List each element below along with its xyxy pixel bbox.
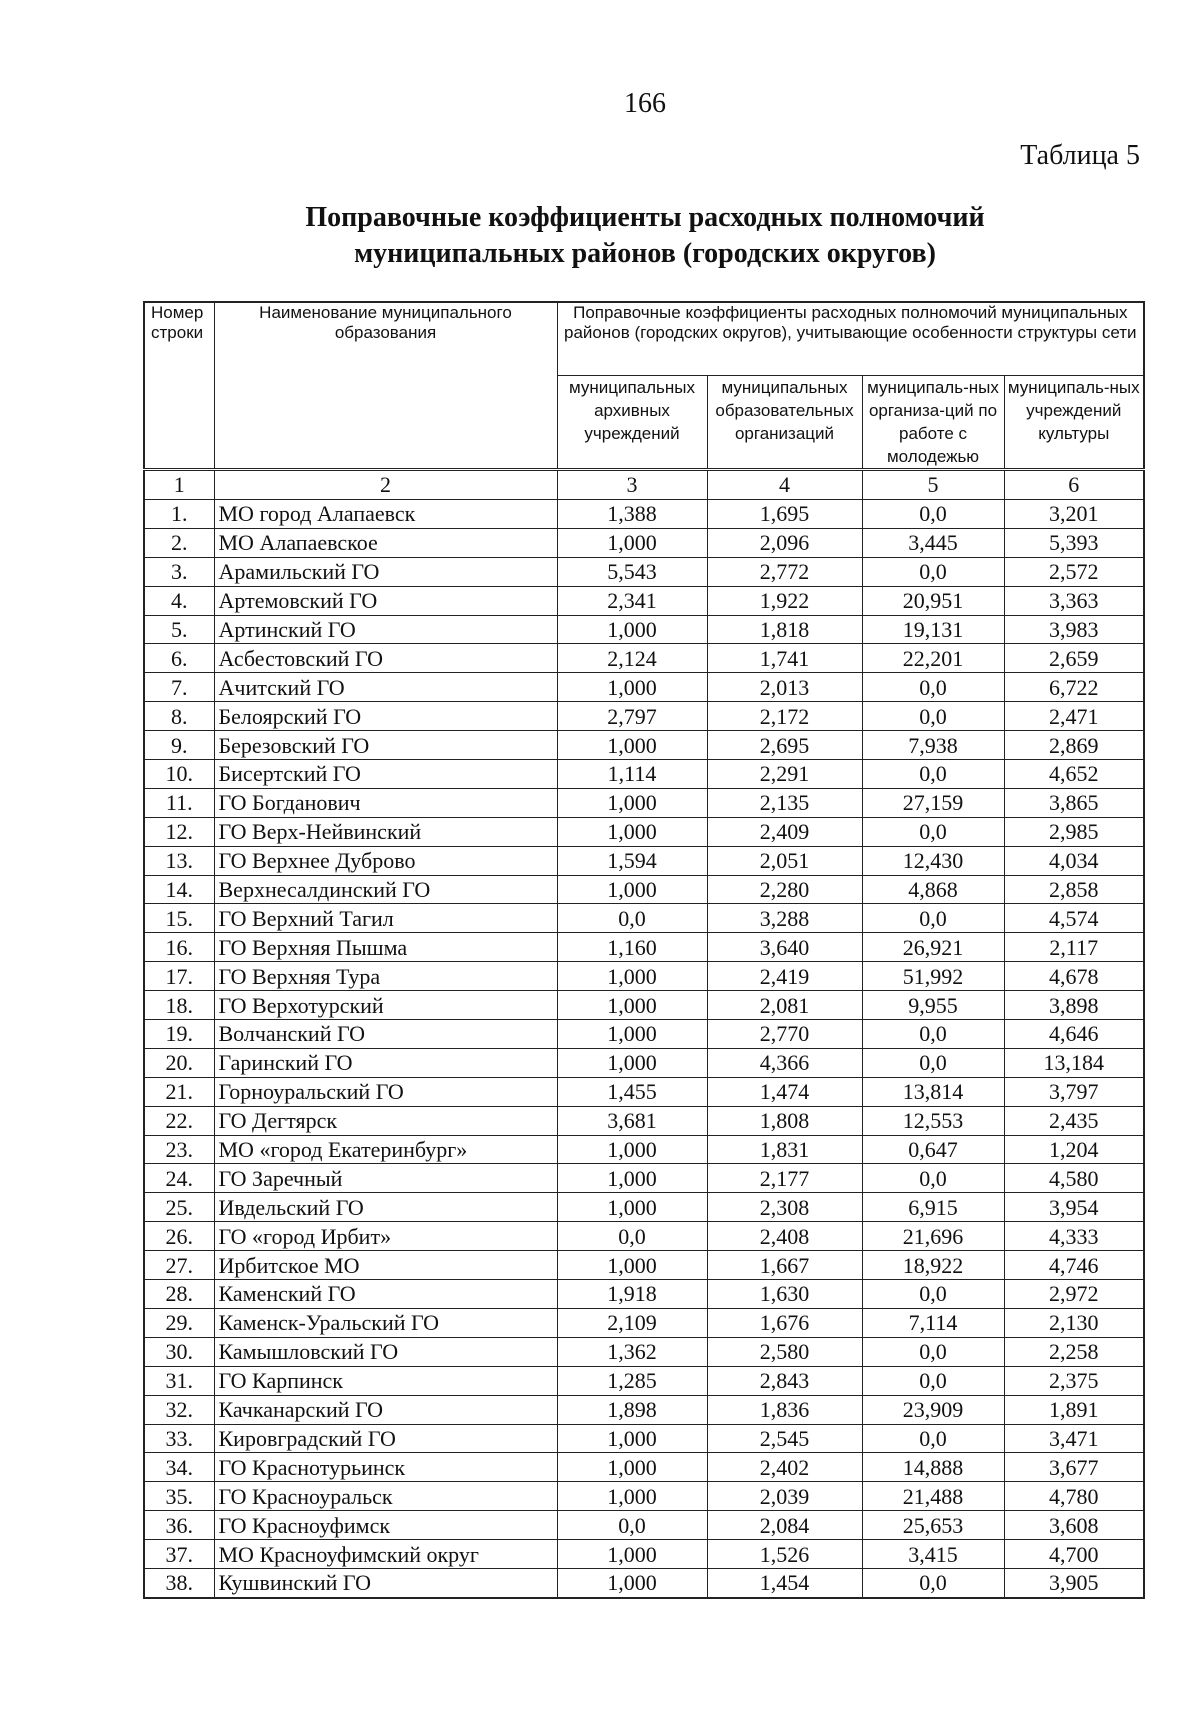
table-row xyxy=(144,1193,1144,1222)
table-body xyxy=(144,500,1144,1598)
education-coefficient-cell: 2,695 xyxy=(707,731,862,760)
youth-coefficient-cell: 0,0 xyxy=(862,1337,1004,1366)
archives-coefficient-cell: 2,341 xyxy=(557,586,707,615)
table-row xyxy=(144,1048,1144,1077)
table-row xyxy=(144,1135,1144,1164)
table-row xyxy=(144,1482,1144,1511)
table-row xyxy=(144,1251,1144,1280)
row-number-cell: 27. xyxy=(144,1251,214,1280)
education-coefficient-cell: 1,922 xyxy=(707,586,862,615)
municipality-name-cell: ГО Верхнее Дуброво xyxy=(214,846,557,875)
table-row xyxy=(144,1395,1144,1424)
education-coefficient-cell: 2,408 xyxy=(707,1222,862,1251)
youth-coefficient-cell: 12,553 xyxy=(862,1106,1004,1135)
youth-coefficient-cell: 0,0 xyxy=(862,1164,1004,1193)
row-number-cell: 6. xyxy=(144,644,214,673)
youth-coefficient-cell: 13,814 xyxy=(862,1077,1004,1106)
youth-coefficient-cell: 4,868 xyxy=(862,875,1004,904)
culture-coefficient-cell: 3,363 xyxy=(1004,586,1144,615)
municipality-name-cell: ГО Верхняя Пышма xyxy=(214,933,557,962)
municipality-name-cell: Березовский ГО xyxy=(214,731,557,760)
education-coefficient-cell: 2,051 xyxy=(707,846,862,875)
youth-coefficient-cell: 3,445 xyxy=(862,528,1004,557)
youth-coefficient-cell: 7,114 xyxy=(862,1308,1004,1337)
row-number-cell: 1. xyxy=(144,500,214,529)
municipality-name-cell: ГО «город Ирбит» xyxy=(214,1222,557,1251)
table-row xyxy=(144,1164,1144,1193)
municipality-name-cell: ГО Красноуфимск xyxy=(214,1511,557,1540)
municipality-name-cell: Артемовский ГО xyxy=(214,586,557,615)
header-culture: муниципаль-ных учреждений культуры xyxy=(1004,376,1144,470)
header-row-number: Номер строки xyxy=(144,302,214,470)
archives-coefficient-cell: 1,000 xyxy=(557,962,707,991)
youth-coefficient-cell: 0,0 xyxy=(862,1424,1004,1453)
page-number: 166 xyxy=(624,88,666,119)
youth-coefficient-cell: 0,0 xyxy=(862,673,1004,702)
education-coefficient-cell: 2,843 xyxy=(707,1366,862,1395)
youth-coefficient-cell: 0,0 xyxy=(862,1568,1004,1597)
archives-coefficient-cell: 1,000 xyxy=(557,528,707,557)
row-number-cell: 36. xyxy=(144,1511,214,1540)
youth-coefficient-cell: 14,888 xyxy=(862,1453,1004,1482)
culture-coefficient-cell: 2,858 xyxy=(1004,875,1144,904)
municipality-name-cell: Каменский ГО xyxy=(214,1280,557,1309)
row-number-cell: 16. xyxy=(144,933,214,962)
table-row xyxy=(144,760,1144,789)
municipality-name-cell: Ирбитское МО xyxy=(214,1251,557,1280)
archives-coefficient-cell: 1,000 xyxy=(557,1251,707,1280)
municipality-name-cell: ГО Карпинск xyxy=(214,1366,557,1395)
municipality-name-cell: Камышловский ГО xyxy=(214,1337,557,1366)
row-number-cell: 9. xyxy=(144,731,214,760)
education-coefficient-cell: 1,526 xyxy=(707,1540,862,1569)
header-youth: муниципаль-ных организа-ций по работе с молодежью xyxy=(862,376,1004,470)
education-coefficient-cell: 2,081 xyxy=(707,991,862,1020)
youth-coefficient-cell: 0,0 xyxy=(862,1366,1004,1395)
table-row xyxy=(144,500,1144,529)
education-coefficient-cell: 2,172 xyxy=(707,702,862,731)
education-coefficient-cell: 2,402 xyxy=(707,1453,862,1482)
row-number-cell: 37. xyxy=(144,1540,214,1569)
youth-coefficient-cell: 22,201 xyxy=(862,644,1004,673)
row-number-cell: 30. xyxy=(144,1337,214,1366)
municipality-name-cell: Арамильский ГО xyxy=(214,557,557,586)
archives-coefficient-cell: 1,000 xyxy=(557,1453,707,1482)
culture-coefficient-cell: 4,780 xyxy=(1004,1482,1144,1511)
row-number-cell: 4. xyxy=(144,586,214,615)
culture-coefficient-cell: 4,574 xyxy=(1004,904,1144,933)
municipality-name-cell: Ивдельский ГО xyxy=(214,1193,557,1222)
culture-coefficient-cell: 4,646 xyxy=(1004,1020,1144,1049)
row-number-cell: 13. xyxy=(144,846,214,875)
column-number: 3 xyxy=(557,470,707,500)
archives-coefficient-cell: 1,000 xyxy=(557,788,707,817)
table-row xyxy=(144,1366,1144,1395)
archives-coefficient-cell: 1,000 xyxy=(557,1135,707,1164)
education-coefficient-cell: 2,177 xyxy=(707,1164,862,1193)
municipality-name-cell: ГО Красноуральск xyxy=(214,1482,557,1511)
table-row xyxy=(144,904,1144,933)
education-coefficient-cell: 2,013 xyxy=(707,673,862,702)
table-row xyxy=(144,875,1144,904)
education-coefficient-cell: 3,640 xyxy=(707,933,862,962)
row-number-cell: 34. xyxy=(144,1453,214,1482)
archives-coefficient-cell: 3,681 xyxy=(557,1106,707,1135)
header-name: Наименование муниципального образования xyxy=(214,302,557,470)
table-row xyxy=(144,846,1144,875)
culture-coefficient-cell: 6,722 xyxy=(1004,673,1144,702)
archives-coefficient-cell: 1,000 xyxy=(557,875,707,904)
table-row xyxy=(144,1308,1144,1337)
table-row xyxy=(144,1424,1144,1453)
education-coefficient-cell: 2,096 xyxy=(707,528,862,557)
education-coefficient-cell: 1,831 xyxy=(707,1135,862,1164)
education-coefficient-cell: 1,676 xyxy=(707,1308,862,1337)
column-number: 6 xyxy=(1004,470,1144,500)
culture-coefficient-cell: 4,746 xyxy=(1004,1251,1144,1280)
culture-coefficient-cell: 2,869 xyxy=(1004,731,1144,760)
column-number: 4 xyxy=(707,470,862,500)
table-row xyxy=(144,1222,1144,1251)
archives-coefficient-cell: 1,000 xyxy=(557,991,707,1020)
youth-coefficient-cell: 26,921 xyxy=(862,933,1004,962)
youth-coefficient-cell: 20,951 xyxy=(862,586,1004,615)
row-number-cell: 35. xyxy=(144,1482,214,1511)
archives-coefficient-cell: 5,543 xyxy=(557,557,707,586)
archives-coefficient-cell: 1,000 xyxy=(557,1568,707,1597)
culture-coefficient-cell: 2,471 xyxy=(1004,702,1144,731)
archives-coefficient-cell: 1,455 xyxy=(557,1077,707,1106)
municipality-name-cell: Кушвинский ГО xyxy=(214,1568,557,1597)
culture-coefficient-cell: 4,678 xyxy=(1004,962,1144,991)
youth-coefficient-cell: 0,0 xyxy=(862,1048,1004,1077)
education-coefficient-cell: 1,836 xyxy=(707,1395,862,1424)
education-coefficient-cell: 2,291 xyxy=(707,760,862,789)
table-row xyxy=(144,962,1144,991)
education-coefficient-cell: 1,454 xyxy=(707,1568,862,1597)
culture-coefficient-cell: 3,983 xyxy=(1004,615,1144,644)
youth-coefficient-cell: 0,0 xyxy=(862,760,1004,789)
culture-coefficient-cell: 2,435 xyxy=(1004,1106,1144,1135)
title-line-1: Поправочные коэффициенты расходных полномочий xyxy=(305,202,985,233)
archives-coefficient-cell: 2,797 xyxy=(557,702,707,731)
education-coefficient-cell: 2,772 xyxy=(707,557,862,586)
municipality-name-cell: ГО Верх-Нейвинский xyxy=(214,817,557,846)
culture-coefficient-cell: 3,865 xyxy=(1004,788,1144,817)
culture-coefficient-cell: 3,905 xyxy=(1004,1568,1144,1597)
culture-coefficient-cell: 2,375 xyxy=(1004,1366,1144,1395)
row-number-cell: 29. xyxy=(144,1308,214,1337)
education-coefficient-cell: 2,419 xyxy=(707,962,862,991)
municipality-name-cell: Асбестовский ГО xyxy=(214,644,557,673)
row-number-cell: 12. xyxy=(144,817,214,846)
archives-coefficient-cell: 1,000 xyxy=(557,1164,707,1193)
education-coefficient-cell: 2,308 xyxy=(707,1193,862,1222)
youth-coefficient-cell: 6,915 xyxy=(862,1193,1004,1222)
youth-coefficient-cell: 21,488 xyxy=(862,1482,1004,1511)
youth-coefficient-cell: 0,0 xyxy=(862,1020,1004,1049)
archives-coefficient-cell: 1,000 xyxy=(557,817,707,846)
table-row xyxy=(144,673,1144,702)
culture-coefficient-cell: 2,572 xyxy=(1004,557,1144,586)
row-number-cell: 25. xyxy=(144,1193,214,1222)
youth-coefficient-cell: 25,653 xyxy=(862,1511,1004,1540)
municipality-name-cell: ГО Краснотурьинск xyxy=(214,1453,557,1482)
municipality-name-cell: ГО Богданович xyxy=(214,788,557,817)
youth-coefficient-cell: 12,430 xyxy=(862,846,1004,875)
culture-coefficient-cell: 2,130 xyxy=(1004,1308,1144,1337)
youth-coefficient-cell: 21,696 xyxy=(862,1222,1004,1251)
row-number-cell: 24. xyxy=(144,1164,214,1193)
table-row xyxy=(144,1280,1144,1309)
table-row xyxy=(144,817,1144,846)
municipality-name-cell: ГО Верхняя Тура xyxy=(214,962,557,991)
archives-coefficient-cell: 1,160 xyxy=(557,933,707,962)
archives-coefficient-cell: 0,0 xyxy=(557,1222,707,1251)
culture-coefficient-cell: 3,608 xyxy=(1004,1511,1144,1540)
row-number-cell: 38. xyxy=(144,1568,214,1597)
row-number-cell: 33. xyxy=(144,1424,214,1453)
culture-coefficient-cell: 4,333 xyxy=(1004,1222,1144,1251)
education-coefficient-cell: 2,135 xyxy=(707,788,862,817)
youth-coefficient-cell: 9,955 xyxy=(862,991,1004,1020)
education-coefficient-cell: 1,474 xyxy=(707,1077,862,1106)
header-archives: муниципальных архивных учреждений xyxy=(557,376,707,470)
education-coefficient-cell: 2,580 xyxy=(707,1337,862,1366)
row-number-cell: 17. xyxy=(144,962,214,991)
youth-coefficient-cell: 51,992 xyxy=(862,962,1004,991)
row-number-cell: 28. xyxy=(144,1280,214,1309)
culture-coefficient-cell: 13,184 xyxy=(1004,1048,1144,1077)
row-number-cell: 31. xyxy=(144,1366,214,1395)
archives-coefficient-cell: 2,124 xyxy=(557,644,707,673)
archives-coefficient-cell: 1,388 xyxy=(557,500,707,529)
row-number-cell: 11. xyxy=(144,788,214,817)
row-number-cell: 26. xyxy=(144,1222,214,1251)
table-row xyxy=(144,1020,1144,1049)
archives-coefficient-cell: 1,114 xyxy=(557,760,707,789)
culture-coefficient-cell: 3,677 xyxy=(1004,1453,1144,1482)
culture-coefficient-cell: 4,580 xyxy=(1004,1164,1144,1193)
culture-coefficient-cell: 5,393 xyxy=(1004,528,1144,557)
archives-coefficient-cell: 1,000 xyxy=(557,673,707,702)
youth-coefficient-cell: 0,0 xyxy=(862,817,1004,846)
culture-coefficient-cell: 2,985 xyxy=(1004,817,1144,846)
archives-coefficient-cell: 2,109 xyxy=(557,1308,707,1337)
municipality-name-cell: Кировградский ГО xyxy=(214,1424,557,1453)
column-number: 2 xyxy=(214,470,557,500)
table-row xyxy=(144,1540,1144,1569)
row-number-cell: 3. xyxy=(144,557,214,586)
row-number-cell: 20. xyxy=(144,1048,214,1077)
education-coefficient-cell: 1,741 xyxy=(707,644,862,673)
table-label: Таблица 5 xyxy=(1020,140,1140,171)
education-coefficient-cell: 2,084 xyxy=(707,1511,862,1540)
row-number-cell: 5. xyxy=(144,615,214,644)
archives-coefficient-cell: 1,918 xyxy=(557,1280,707,1309)
culture-coefficient-cell: 4,700 xyxy=(1004,1540,1144,1569)
education-coefficient-cell: 1,818 xyxy=(707,615,862,644)
table-row xyxy=(144,1568,1144,1597)
row-number-cell: 10. xyxy=(144,760,214,789)
archives-coefficient-cell: 1,000 xyxy=(557,1048,707,1077)
culture-coefficient-cell: 1,204 xyxy=(1004,1135,1144,1164)
culture-coefficient-cell: 4,034 xyxy=(1004,846,1144,875)
municipality-name-cell: Бисертский ГО xyxy=(214,760,557,789)
archives-coefficient-cell: 0,0 xyxy=(557,904,707,933)
row-number-cell: 23. xyxy=(144,1135,214,1164)
archives-coefficient-cell: 1,000 xyxy=(557,731,707,760)
youth-coefficient-cell: 0,0 xyxy=(862,500,1004,529)
row-number-cell: 21. xyxy=(144,1077,214,1106)
column-number: 1 xyxy=(144,470,214,500)
table-row xyxy=(144,1511,1144,1540)
row-number-cell: 19. xyxy=(144,1020,214,1049)
archives-coefficient-cell: 1,000 xyxy=(557,615,707,644)
culture-coefficient-cell: 4,652 xyxy=(1004,760,1144,789)
culture-coefficient-cell: 2,258 xyxy=(1004,1337,1144,1366)
archives-coefficient-cell: 1,898 xyxy=(557,1395,707,1424)
municipality-name-cell: Ачитский ГО xyxy=(214,673,557,702)
archives-coefficient-cell: 0,0 xyxy=(557,1511,707,1540)
row-number-cell: 32. xyxy=(144,1395,214,1424)
municipality-name-cell: Верхнесалдинский ГО xyxy=(214,875,557,904)
youth-coefficient-cell: 0,0 xyxy=(862,557,1004,586)
row-number-cell: 2. xyxy=(144,528,214,557)
document-title xyxy=(0,200,1200,272)
municipality-name-cell: Волчанский ГО xyxy=(214,1020,557,1049)
culture-coefficient-cell: 3,201 xyxy=(1004,500,1144,529)
archives-coefficient-cell: 1,362 xyxy=(557,1337,707,1366)
archives-coefficient-cell: 1,000 xyxy=(557,1424,707,1453)
row-number-cell: 18. xyxy=(144,991,214,1020)
table-row xyxy=(144,933,1144,962)
archives-coefficient-cell: 1,000 xyxy=(557,1193,707,1222)
culture-coefficient-cell: 3,471 xyxy=(1004,1424,1144,1453)
archives-coefficient-cell: 1,000 xyxy=(557,1482,707,1511)
youth-coefficient-cell: 23,909 xyxy=(862,1395,1004,1424)
column-number: 5 xyxy=(862,470,1004,500)
table-row xyxy=(144,528,1144,557)
municipality-name-cell: МО «город Екатеринбург» xyxy=(214,1135,557,1164)
youth-coefficient-cell: 18,922 xyxy=(862,1251,1004,1280)
row-number-cell: 22. xyxy=(144,1106,214,1135)
table-row xyxy=(144,644,1144,673)
row-number-cell: 15. xyxy=(144,904,214,933)
row-number-cell: 7. xyxy=(144,673,214,702)
municipality-name-cell: ГО Заречный xyxy=(214,1164,557,1193)
archives-coefficient-cell: 1,000 xyxy=(557,1020,707,1049)
row-number-cell: 14. xyxy=(144,875,214,904)
header-coefficients-group: Поправочные коэффициенты расходных полномочий муниципальных районов (городских округов), учитывающие особенности структуры сети xyxy=(557,302,1144,376)
culture-coefficient-cell: 3,898 xyxy=(1004,991,1144,1020)
municipality-name-cell: Каменск-Уральский ГО xyxy=(214,1308,557,1337)
table-row xyxy=(144,615,1144,644)
culture-coefficient-cell: 3,954 xyxy=(1004,1193,1144,1222)
title-line-2: муниципальных районов (городских округов) xyxy=(354,238,936,269)
row-number-cell: 8. xyxy=(144,702,214,731)
culture-coefficient-cell: 1,891 xyxy=(1004,1395,1144,1424)
municipality-name-cell: Артинский ГО xyxy=(214,615,557,644)
table-row xyxy=(144,557,1144,586)
table-row xyxy=(144,1337,1144,1366)
table-row xyxy=(144,731,1144,760)
municipality-name-cell: Гаринский ГО xyxy=(214,1048,557,1077)
culture-coefficient-cell: 2,659 xyxy=(1004,644,1144,673)
table-row xyxy=(144,1453,1144,1482)
education-coefficient-cell: 1,695 xyxy=(707,500,862,529)
column-number-row xyxy=(144,470,1144,500)
culture-coefficient-cell: 2,972 xyxy=(1004,1280,1144,1309)
education-coefficient-cell: 1,630 xyxy=(707,1280,862,1309)
municipality-name-cell: ГО Верхний Тагил xyxy=(214,904,557,933)
archives-coefficient-cell: 1,594 xyxy=(557,846,707,875)
archives-coefficient-cell: 1,285 xyxy=(557,1366,707,1395)
education-coefficient-cell: 2,770 xyxy=(707,1020,862,1049)
education-coefficient-cell: 2,280 xyxy=(707,875,862,904)
youth-coefficient-cell: 7,938 xyxy=(862,731,1004,760)
municipality-name-cell: МО Алапаевское xyxy=(214,528,557,557)
table-row xyxy=(144,788,1144,817)
culture-coefficient-cell: 2,117 xyxy=(1004,933,1144,962)
municipality-name-cell: МО город Алапаевск xyxy=(214,500,557,529)
table-row xyxy=(144,702,1144,731)
table-row xyxy=(144,991,1144,1020)
education-coefficient-cell: 2,039 xyxy=(707,1482,862,1511)
archives-coefficient-cell: 1,000 xyxy=(557,1540,707,1569)
municipality-name-cell: ГО Дегтярск xyxy=(214,1106,557,1135)
coefficients-table xyxy=(143,301,1145,1599)
municipality-name-cell: Качканарский ГО xyxy=(214,1395,557,1424)
education-coefficient-cell: 4,366 xyxy=(707,1048,862,1077)
education-coefficient-cell: 3,288 xyxy=(707,904,862,933)
table-row xyxy=(144,586,1144,615)
youth-coefficient-cell: 0,0 xyxy=(862,702,1004,731)
youth-coefficient-cell: 0,0 xyxy=(862,904,1004,933)
education-coefficient-cell: 1,808 xyxy=(707,1106,862,1135)
education-coefficient-cell: 2,545 xyxy=(707,1424,862,1453)
youth-coefficient-cell: 27,159 xyxy=(862,788,1004,817)
header-education: муниципальных образовательных организаций xyxy=(707,376,862,470)
municipality-name-cell: ГО Верхотурский xyxy=(214,991,557,1020)
municipality-name-cell: МО Красноуфимский округ xyxy=(214,1540,557,1569)
youth-coefficient-cell: 3,415 xyxy=(862,1540,1004,1569)
municipality-name-cell: Горноуральский ГО xyxy=(214,1077,557,1106)
youth-coefficient-cell: 0,647 xyxy=(862,1135,1004,1164)
education-coefficient-cell: 1,667 xyxy=(707,1251,862,1280)
youth-coefficient-cell: 0,0 xyxy=(862,1280,1004,1309)
municipality-name-cell: Белоярский ГО xyxy=(214,702,557,731)
youth-coefficient-cell: 19,131 xyxy=(862,615,1004,644)
table-row xyxy=(144,1106,1144,1135)
education-coefficient-cell: 2,409 xyxy=(707,817,862,846)
culture-coefficient-cell: 3,797 xyxy=(1004,1077,1144,1106)
table-row xyxy=(144,1077,1144,1106)
